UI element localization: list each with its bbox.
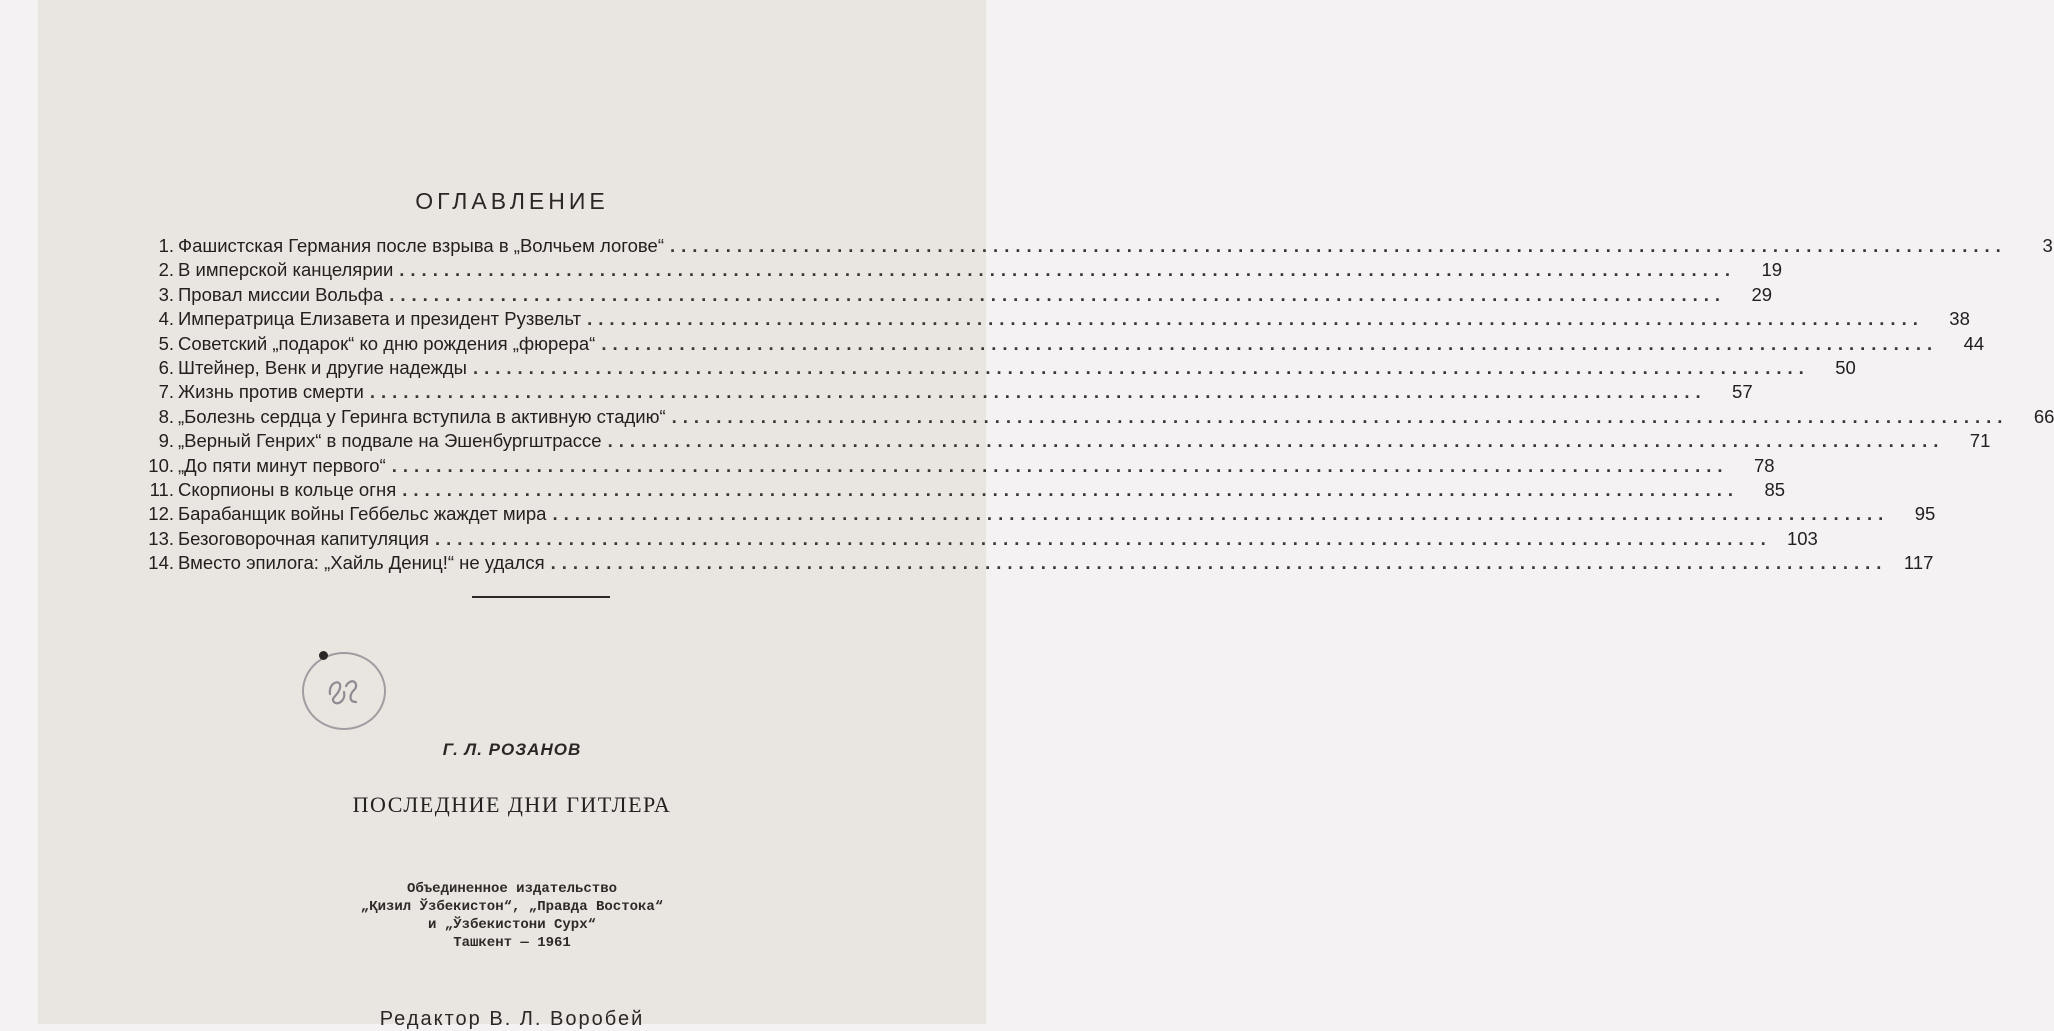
toc-entry-page: 85 [1764,478,1786,500]
toc-entry-title: Скорпионы в кольце огня [178,478,397,500]
toc-entry [138,258,1783,282]
toc-entry-page: 71 [1969,430,1991,452]
toc-entry-title: Провал миссии Вольфа [178,283,384,305]
toc-entry-page: 29 [1751,283,1773,305]
toc-dot-leader: ........................................................................................................................ [550,552,1888,574]
toc-entry-number: 3. [158,283,174,305]
toc-entry-page: 3 [2042,235,2053,256]
toc-entry-title: „До пяти минут первого“ [178,454,386,476]
toc-entry [138,502,1936,526]
toc-heading: ОГЛАВЛЕНИЕ [415,188,609,214]
toc-entry-title: Императрица Елизавета и президент Рузвельт [178,308,582,330]
toc-entry-number: 11. [149,478,174,500]
toc-entry [138,551,1934,575]
toc-dot-leader: ........................................................................................................................ [601,332,1939,354]
toc-entry [138,478,1786,502]
toc-entry [138,527,1818,551]
toc-entry [138,307,1970,331]
toc-dot-leader: ........................................................................................................................ [391,454,1729,476]
toc-entry-page: 38 [1949,308,1970,330]
toc-entry-number: 8. [158,405,174,427]
toc-entry-number: 5. [158,332,174,354]
toc-entry-page: 103 [1786,527,1818,549]
toc-entry-title: В имперской канцелярии [178,259,394,281]
toc-dot-leader: ........................................................................................................................ [607,430,1945,452]
toc-dot-leader: ........................................................................................................................ [472,356,1810,378]
toc-dot-leader: ........................................................................................................................ [399,259,1737,281]
toc-entry [138,234,2053,258]
toc-entry-title: Безоговорочная капитуляция [178,527,430,549]
editor-line: Редактор В. Л. Воробей [379,1008,645,1030]
toc-entry-title: Жизнь против смерти [178,381,364,403]
toc-entry-page: 66 [2033,405,2054,427]
toc-entry-number: 6. [158,356,174,378]
toc-entry-title: Советский „подарок“ ко дню рождения „фюрера“ [178,332,596,354]
toc-entry [138,405,2054,429]
toc-dot-leader: ........................................................................................................................ [552,503,1890,525]
imprint-line: „Қизил Ўзбекистон“, „Правда Востока“ [360,899,664,915]
toc-dot-leader: ........................................................................................................................ [670,235,2007,256]
ink-dot [319,651,328,660]
toc-entry-page: 19 [1761,259,1783,281]
toc-entry-number: 1. [158,235,174,256]
toc-entry-number: 13. [148,527,174,549]
toc-dot-leader: ........................................................................................................................ [587,308,1924,330]
toc-entry-title: Штейнер, Венк и другие надежды [178,356,467,378]
toc-entry-page: 78 [1753,454,1775,476]
toc-entry [138,429,1991,453]
book-title: ПОСЛЕДНИЕ ДНИ ГИТЛЕРА [352,792,672,817]
toc-entry [138,356,1856,380]
toc-entry [138,380,1753,404]
toc-dot-leader: ........................................................................................................................ [369,381,1707,403]
toc-entry-page: 44 [1963,332,1985,354]
toc-entry-number: 7. [158,381,174,403]
toc-entry-page: 95 [1914,503,1936,525]
toc-entry-number: 10. [148,454,174,476]
toc-list [138,234,2054,575]
imprint-line: Ташкент — 1961 [453,935,571,951]
toc-entry [138,454,1775,478]
toc-entry-page: 57 [1732,381,1753,403]
toc-entry-number: 14. [148,552,174,574]
imprint-line: Объединенное издательство [406,881,618,897]
toc-entry-number: 12. [148,503,174,525]
toc-entry-number: 4. [158,308,174,330]
toc-entry-number: 2. [158,259,174,281]
toc-entry-title: „Верный Генрих“ в подвале на Эшенбургштрассе [178,430,602,452]
toc-dot-leader: ........................................................................................................................ [671,405,2009,427]
toc-entry [138,283,1773,307]
toc-dot-leader: ........................................................................................................................ [389,283,1727,305]
imprint-line: и „Ўзбекистони Сурх“ [427,917,597,933]
stamp-scribble-icon [324,672,364,708]
toc-entry-title: Фашистская Германия после взрыва в „Волчьем логове“ [178,235,664,256]
toc-dot-leader: ........................................................................................................................ [435,527,1772,549]
divider-line [472,596,610,598]
toc-entry-title: Вместо эпилога: „Хайль Дениц!“ не удался [178,552,545,574]
author-name: Г. Л. РОЗАНОВ [442,740,582,759]
toc-entry [138,332,1985,356]
toc-entry-title: Барабанщик войны Геббельс жаждет мира [178,503,547,525]
toc-entry-number: 9. [158,430,174,452]
toc-dot-leader: ........................................................................................................................ [402,478,1740,500]
publisher-imprint [38,880,986,952]
toc-entry-page: 50 [1835,356,1856,378]
toc-entry-page: 117 [1903,552,1934,574]
book-page [38,0,2054,1030]
toc-entry-title: „Болезнь сердца у Геринга вступила в активную стадию“ [178,405,666,427]
